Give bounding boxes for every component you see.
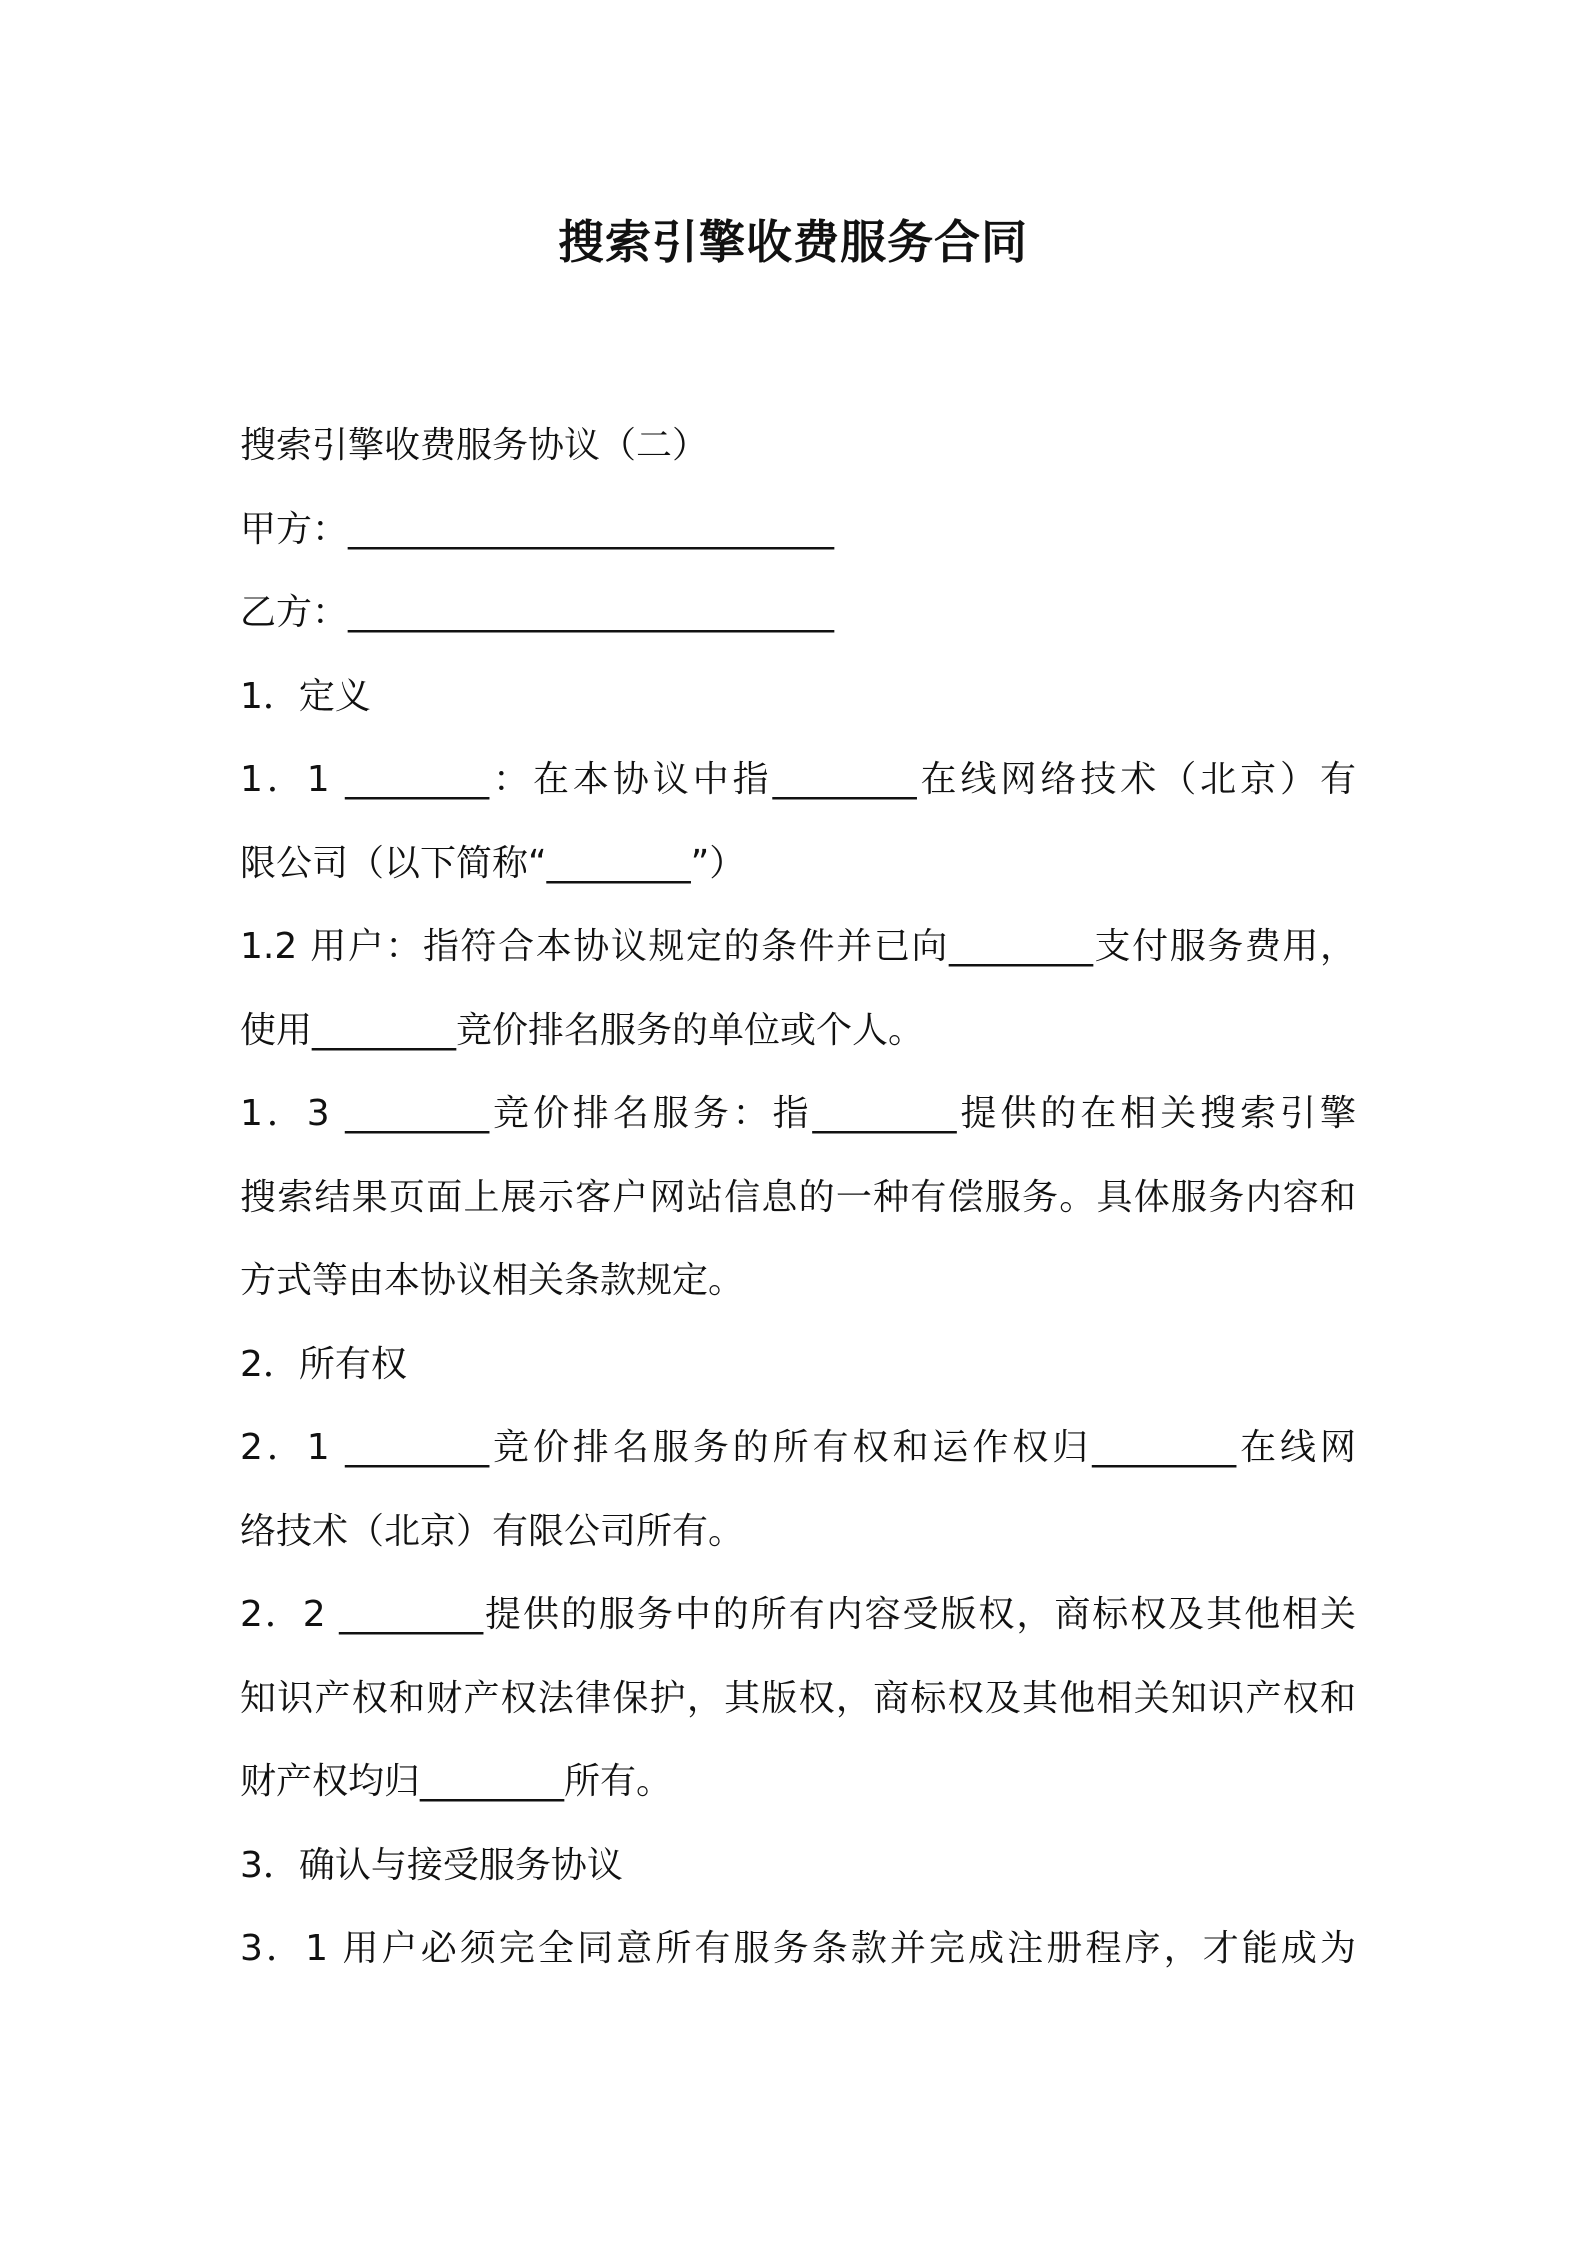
subtitle-line: 搜索引擎收费服务协议（二）	[240, 425, 709, 466]
clause-3-1-line-1: 3．1 用户必须完全同意所有服务条款并完成注册程序，才能成为	[240, 1928, 1356, 1969]
section-heading-definitions: 1．定义	[240, 675, 371, 717]
clause-1-2-line-1: 1.2 用户：指符合本协议规定的条件并已向________支付服务费用，	[240, 926, 1356, 967]
document-body	[240, 404, 1356, 1991]
clause-2-1-line-1: 2．1 ________竞价排名服务的所有权和运作权归________在线网	[240, 1427, 1356, 1468]
clause-1-1-line-2: 限公司（以下简称“________”）	[240, 842, 746, 884]
clause-2-2-line-3: 财产权均归________所有。	[240, 1761, 673, 1802]
clause-1-3-line-3: 方式等由本协议相关条款规定。	[240, 1260, 745, 1301]
document-title: 搜索引擎收费服务合同	[558, 215, 1028, 269]
clause-2-2-line-1: 2．2 ________提供的服务中的所有内容受版权，商标权及其他相关	[240, 1594, 1356, 1635]
clause-1-1-line-1: 1．1 ________：在本协议中指________在线网络技术（北京）有	[240, 759, 1356, 800]
section-heading-ownership: 2．所有权	[240, 1343, 407, 1385]
party-a-line: 甲方：___________________________	[240, 508, 835, 550]
clause-2-2-line-2: 知识产权和财产权法律保护，其版权，商标权及其他相关知识产权和	[240, 1677, 1356, 1719]
clause-1-2-line-2: 使用________竞价排名服务的单位或个人。	[240, 1009, 925, 1051]
clause-1-3-line-2: 搜索结果页面上展示客户网站信息的一种有偿服务。具体服务内容和	[240, 1176, 1356, 1218]
clause-2-1-line-2: 络技术（北京）有限公司所有。	[240, 1510, 745, 1552]
section-heading-acceptance: 3．确认与接受服务协议	[240, 1844, 623, 1886]
clause-1-3-line-1: 1．3 ________竞价排名服务：指________提供的在相关搜索引擎	[240, 1093, 1356, 1134]
party-b-line: 乙方：___________________________	[240, 592, 835, 633]
